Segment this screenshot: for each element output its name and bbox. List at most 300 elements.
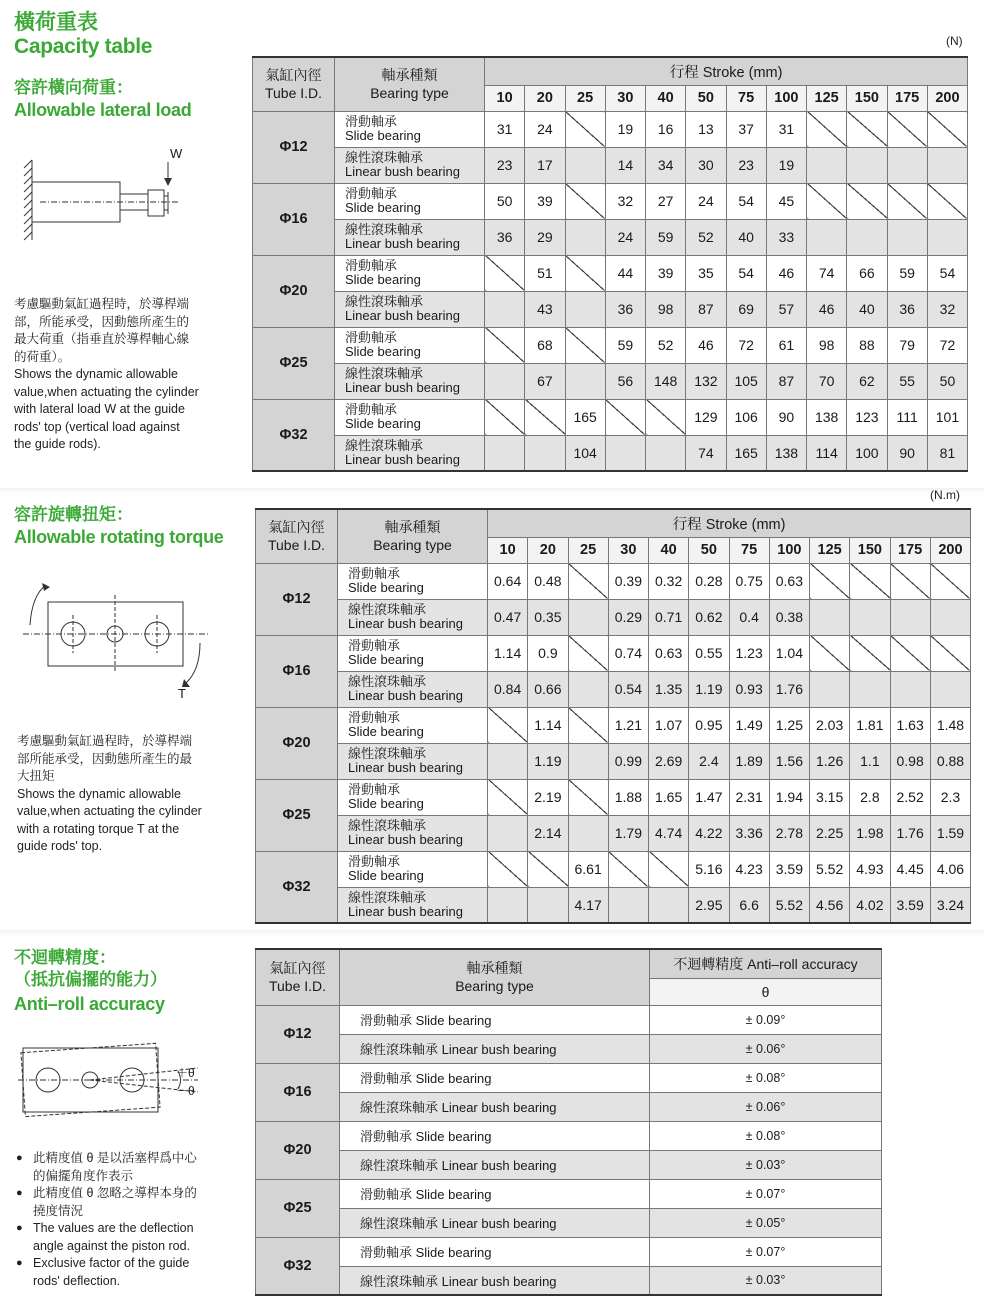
stroke-column-header: 100 bbox=[769, 537, 809, 563]
lateral-load-table bbox=[252, 56, 968, 472]
not-available-cell bbox=[528, 887, 568, 923]
value-cell: 0.63 bbox=[769, 563, 809, 599]
value-cell: 24 bbox=[525, 111, 565, 147]
value-cell: 51 bbox=[525, 255, 565, 291]
stroke-column-header: 25 bbox=[565, 85, 605, 111]
stroke-column-header: 75 bbox=[729, 537, 769, 563]
table-row bbox=[256, 671, 971, 707]
value-cell: 105 bbox=[726, 363, 766, 399]
value-cell: 0.48 bbox=[528, 563, 568, 599]
stroke-column-header: 200 bbox=[930, 537, 970, 563]
value-cell: 1.81 bbox=[850, 707, 890, 743]
linear-bearing-en: Linear bush bearing bbox=[345, 236, 460, 251]
table-row bbox=[253, 327, 968, 363]
value-cell: 90 bbox=[887, 435, 927, 471]
value-cell: 2.25 bbox=[810, 815, 850, 851]
linear-bearing-en: Linear bush bearing bbox=[348, 616, 463, 631]
not-available-cell bbox=[525, 399, 565, 435]
tube-id-header bbox=[256, 509, 338, 563]
value-cell: 5.52 bbox=[769, 887, 809, 923]
linear-bearing-en: Linear bush bearing bbox=[345, 164, 460, 179]
tube-id-cell: Φ20 bbox=[256, 707, 338, 779]
tube-id-cell: Φ25 bbox=[256, 779, 338, 851]
note-line: 撓度情況 bbox=[33, 1203, 84, 1218]
slide-bearing-cn: 滑動軸承 bbox=[345, 114, 398, 129]
table-row bbox=[256, 887, 971, 923]
accuracy-value-cell: ± 0.07° bbox=[650, 1237, 882, 1266]
value-cell: 165 bbox=[726, 435, 766, 471]
value-cell: 4.02 bbox=[850, 887, 890, 923]
value-cell: 1.65 bbox=[649, 779, 689, 815]
value-cell: 66 bbox=[847, 255, 887, 291]
value-cell: 70 bbox=[807, 363, 847, 399]
tube-id-cell: Φ20 bbox=[256, 1121, 340, 1179]
linear-bearing-cell bbox=[335, 291, 485, 327]
value-cell: 52 bbox=[646, 327, 686, 363]
stroke-column-header: 175 bbox=[887, 85, 927, 111]
not-available-cell bbox=[568, 707, 608, 743]
value-cell: 59 bbox=[887, 255, 927, 291]
value-cell: 0.55 bbox=[689, 635, 729, 671]
slide-bearing-cn: 滑動軸承 bbox=[348, 782, 401, 797]
not-available-cell bbox=[887, 219, 927, 255]
value-cell: 0.9 bbox=[528, 635, 568, 671]
table-row bbox=[253, 147, 968, 183]
value-cell: 4.22 bbox=[689, 815, 729, 851]
not-available-cell bbox=[890, 563, 930, 599]
stroke-column-header: 25 bbox=[568, 537, 608, 563]
anti-roll-title-en: Anti–roll accuracy bbox=[14, 994, 165, 1014]
value-cell: 0.64 bbox=[488, 563, 528, 599]
value-cell: 1.07 bbox=[649, 707, 689, 743]
value-cell: 33 bbox=[766, 219, 806, 255]
not-available-cell bbox=[525, 435, 565, 471]
not-available-cell bbox=[890, 599, 930, 635]
value-cell: 1.23 bbox=[729, 635, 769, 671]
value-cell: 23 bbox=[726, 147, 766, 183]
description-line: 的荷重）。 bbox=[14, 349, 71, 364]
value-cell: 0.39 bbox=[608, 563, 648, 599]
not-available-cell bbox=[807, 219, 847, 255]
section-divider bbox=[0, 930, 984, 936]
not-available-cell bbox=[528, 851, 568, 887]
value-cell: 0.4 bbox=[729, 599, 769, 635]
value-cell: 2.19 bbox=[528, 779, 568, 815]
description-line: 最大荷重（指垂直於導桿軸心線 bbox=[14, 332, 190, 346]
tube-id-cell: Φ25 bbox=[256, 1179, 340, 1237]
not-available-cell bbox=[565, 327, 605, 363]
slide-bearing-en: Slide bearing bbox=[345, 128, 421, 143]
value-cell: 1.19 bbox=[689, 671, 729, 707]
description-line: with a rotating torque T at the bbox=[17, 821, 180, 836]
value-cell: 36 bbox=[485, 219, 525, 255]
stroke-header: 行程 Stroke (mm) bbox=[488, 509, 971, 537]
value-cell: 0.88 bbox=[930, 743, 970, 779]
value-cell: 14 bbox=[605, 147, 645, 183]
value-cell: 98 bbox=[646, 291, 686, 327]
anti-roll-plus-theta-label: ＋θ bbox=[176, 1066, 195, 1080]
value-cell: 129 bbox=[686, 399, 726, 435]
anti-roll-bearing-header bbox=[340, 949, 650, 1005]
value-cell: 1.14 bbox=[528, 707, 568, 743]
value-cell: 6.61 bbox=[568, 851, 608, 887]
linear-bearing-cell: 線性滾珠軸承 Linear bush bearing bbox=[340, 1208, 650, 1237]
linear-bearing-cn: 線性滾珠軸承 bbox=[348, 818, 427, 833]
value-cell: 2.14 bbox=[528, 815, 568, 851]
stroke-column-header: 100 bbox=[766, 85, 806, 111]
value-cell: 1.14 bbox=[488, 635, 528, 671]
value-cell: 101 bbox=[927, 399, 967, 435]
not-available-cell bbox=[605, 399, 645, 435]
tube-header-cn: 氣缸內徑 bbox=[265, 67, 322, 84]
note-item bbox=[16, 1150, 241, 1185]
table-row bbox=[253, 291, 968, 327]
value-cell: 39 bbox=[646, 255, 686, 291]
accuracy-value-cell: ± 0.08° bbox=[650, 1121, 882, 1150]
table-row bbox=[256, 1150, 882, 1179]
slide-bearing-cell bbox=[335, 183, 485, 219]
value-cell: 4.23 bbox=[729, 851, 769, 887]
table-row bbox=[256, 779, 971, 815]
not-available-cell bbox=[847, 147, 887, 183]
value-cell: 2.3 bbox=[930, 779, 970, 815]
note-item bbox=[16, 1255, 241, 1290]
table-row bbox=[256, 1034, 882, 1063]
slide-bearing-cell: 滑動軸承 Slide bearing bbox=[340, 1179, 650, 1208]
slide-bearing-cell bbox=[335, 399, 485, 435]
value-cell: 19 bbox=[605, 111, 645, 147]
value-cell: 29 bbox=[525, 219, 565, 255]
not-available-cell bbox=[887, 183, 927, 219]
value-cell: 0.47 bbox=[488, 599, 528, 635]
value-cell: 45 bbox=[766, 183, 806, 219]
note-item bbox=[16, 1185, 241, 1220]
description-line: value,when actuating the cylinder bbox=[14, 384, 199, 399]
linear-bearing-cn: 線性滾珠軸承 bbox=[348, 746, 427, 761]
slide-bearing-cell: 滑動軸承 Slide bearing bbox=[340, 1063, 650, 1092]
linear-bearing-en: Linear bush bearing bbox=[348, 903, 463, 919]
slide-bearing-cn: 滑動軸承 bbox=[345, 402, 398, 417]
anti-roll-accuracy-header: 不迴轉精度 Anti–roll accuracy bbox=[650, 949, 882, 978]
description-line: 考慮驅動氣缸過程時，於導桿端 bbox=[14, 297, 190, 311]
value-cell: 100 bbox=[847, 435, 887, 471]
linear-bearing-cell bbox=[335, 435, 485, 471]
not-available-cell bbox=[927, 111, 967, 147]
anti-roll-minus-theta-label: －θ bbox=[176, 1084, 195, 1098]
value-cell: 1.04 bbox=[769, 635, 809, 671]
value-cell: 1.47 bbox=[689, 779, 729, 815]
value-cell: 46 bbox=[686, 327, 726, 363]
value-cell: 43 bbox=[525, 291, 565, 327]
tube-id-cell: Φ32 bbox=[256, 851, 338, 923]
linear-bearing-en: Linear bush bearing bbox=[348, 688, 463, 703]
value-cell: 31 bbox=[485, 111, 525, 147]
linear-bearing-en: Linear bush bearing bbox=[348, 760, 463, 775]
not-available-cell bbox=[810, 599, 850, 635]
lateral-load-unit: (N) bbox=[946, 34, 963, 48]
value-cell: 54 bbox=[726, 255, 766, 291]
linear-bearing-cell bbox=[338, 815, 488, 851]
value-cell: 6.6 bbox=[729, 887, 769, 923]
tube-header-cn: 氣缸內徑 bbox=[268, 519, 325, 536]
linear-bearing-cell: 線性滾珠軸承 Linear bush bearing bbox=[340, 1092, 650, 1121]
value-cell: 87 bbox=[766, 363, 806, 399]
slide-bearing-cell: 滑動軸承 Slide bearing bbox=[340, 1237, 650, 1266]
value-cell: 74 bbox=[686, 435, 726, 471]
linear-bearing-en: Linear bush bearing bbox=[345, 451, 460, 467]
note-line: angle against the piston rod. bbox=[33, 1238, 191, 1253]
tube-id-cell: Φ12 bbox=[256, 1005, 340, 1063]
accuracy-value-cell: ± 0.07° bbox=[650, 1179, 882, 1208]
value-cell: 111 bbox=[887, 399, 927, 435]
table-row bbox=[253, 435, 968, 471]
linear-bearing-cell bbox=[338, 743, 488, 779]
description-line: 大扭矩 bbox=[17, 769, 55, 783]
stroke-column-header: 40 bbox=[649, 537, 689, 563]
not-available-cell bbox=[646, 399, 686, 435]
not-available-cell bbox=[565, 219, 605, 255]
anti-roll-table bbox=[255, 948, 882, 1296]
value-cell: 132 bbox=[686, 363, 726, 399]
not-available-cell bbox=[485, 255, 525, 291]
page-title-cn: 橫荷重表 bbox=[14, 10, 98, 34]
value-cell: 32 bbox=[927, 291, 967, 327]
bearing-type-header bbox=[335, 57, 485, 111]
value-cell: 0.84 bbox=[488, 671, 528, 707]
accuracy-value-cell: ± 0.09° bbox=[650, 1005, 882, 1034]
not-available-cell bbox=[887, 111, 927, 147]
slide-bearing-cn: 滑動軸承 bbox=[345, 330, 398, 345]
bearing-header-cn: 軸承種類 bbox=[466, 960, 523, 977]
value-cell: 138 bbox=[807, 399, 847, 435]
value-cell: 0.32 bbox=[649, 563, 689, 599]
linear-bearing-en: Linear bush bearing bbox=[345, 308, 460, 323]
not-available-cell bbox=[568, 815, 608, 851]
value-cell: 13 bbox=[686, 111, 726, 147]
accuracy-value-cell: ± 0.03° bbox=[650, 1266, 882, 1295]
accuracy-value-cell: ± 0.08° bbox=[650, 1063, 882, 1092]
accuracy-value-cell: ± 0.06° bbox=[650, 1092, 882, 1121]
accuracy-value-cell: ± 0.06° bbox=[650, 1034, 882, 1063]
value-cell: 69 bbox=[726, 291, 766, 327]
table-row bbox=[253, 111, 968, 147]
note-line: Exclusive factor of the guide bbox=[33, 1256, 190, 1270]
value-cell: 40 bbox=[847, 291, 887, 327]
stroke-column-header: 125 bbox=[810, 537, 850, 563]
not-available-cell bbox=[568, 743, 608, 779]
value-cell: 148 bbox=[646, 363, 686, 399]
not-available-cell bbox=[850, 671, 890, 707]
stroke-column-header: 125 bbox=[807, 85, 847, 111]
value-cell: 0.66 bbox=[528, 671, 568, 707]
slide-bearing-cell: 滑動軸承 Slide bearing bbox=[340, 1005, 650, 1034]
description-line: value,when actuating the cylinder bbox=[17, 804, 202, 818]
not-available-cell bbox=[807, 111, 847, 147]
slide-bearing-cell bbox=[338, 563, 488, 599]
value-cell: 1.76 bbox=[769, 671, 809, 707]
stroke-column-header: 20 bbox=[528, 537, 568, 563]
tube-id-cell: Φ25 bbox=[253, 327, 335, 399]
not-available-cell bbox=[565, 255, 605, 291]
value-cell: 27 bbox=[646, 183, 686, 219]
slide-bearing-cell: 滑動軸承 Slide bearing bbox=[340, 1121, 650, 1150]
bearing-type-header bbox=[338, 509, 488, 563]
not-available-cell bbox=[930, 599, 970, 635]
not-available-cell bbox=[565, 111, 605, 147]
not-available-cell bbox=[887, 147, 927, 183]
not-available-cell bbox=[810, 563, 850, 599]
value-cell: 1.63 bbox=[890, 707, 930, 743]
anti-roll-subtitle-cn: （抵抗偏擺的能力） bbox=[14, 970, 167, 990]
slide-bearing-cn: 滑動軸承 bbox=[348, 638, 401, 653]
value-cell: 0.28 bbox=[689, 563, 729, 599]
not-available-cell bbox=[488, 815, 528, 851]
not-available-cell bbox=[847, 183, 887, 219]
slide-bearing-cell bbox=[335, 255, 485, 291]
description-line: Shows the dynamic allowable bbox=[14, 367, 178, 381]
linear-bearing-cn: 線性滾珠軸承 bbox=[345, 150, 424, 165]
tube-id-cell: Φ32 bbox=[253, 399, 335, 471]
linear-bearing-cn: 線性滾珠軸承 bbox=[348, 889, 427, 905]
accuracy-value-cell: ± 0.03° bbox=[650, 1150, 882, 1179]
rotating-torque-title-en: Allowable rotating torque bbox=[14, 527, 224, 547]
not-available-cell bbox=[847, 219, 887, 255]
value-cell: 4.06 bbox=[930, 851, 970, 887]
accuracy-value-cell: ± 0.05° bbox=[650, 1208, 882, 1237]
table-row bbox=[253, 363, 968, 399]
slide-bearing-en: Slide bearing bbox=[348, 580, 424, 595]
value-cell: 2.69 bbox=[649, 743, 689, 779]
value-cell: 81 bbox=[927, 435, 967, 471]
section-divider bbox=[0, 488, 984, 494]
not-available-cell bbox=[568, 779, 608, 815]
tube-header-en: Tube I.D. bbox=[264, 85, 323, 102]
slide-bearing-en: Slide bearing bbox=[345, 272, 421, 287]
not-available-cell bbox=[927, 147, 967, 183]
slide-bearing-en: Slide bearing bbox=[348, 796, 424, 811]
value-cell: 98 bbox=[807, 327, 847, 363]
note-line: 此精度值 θ 忽略之導桿本身的 bbox=[33, 1186, 197, 1200]
linear-bearing-cn: 線性滾珠軸承 bbox=[345, 437, 424, 453]
lateral-load-title-en: Allowable lateral load bbox=[14, 100, 192, 120]
table-row bbox=[256, 1237, 882, 1266]
rotating-torque-table bbox=[255, 508, 971, 924]
not-available-cell bbox=[807, 147, 847, 183]
not-available-cell bbox=[927, 219, 967, 255]
value-cell: 5.16 bbox=[689, 851, 729, 887]
value-cell: 0.54 bbox=[608, 671, 648, 707]
table-row bbox=[253, 183, 968, 219]
value-cell: 123 bbox=[847, 399, 887, 435]
anti-roll-theta-header: θ bbox=[650, 978, 882, 1005]
description-line: 部，所能承受，因動態所產生的 bbox=[14, 314, 190, 329]
slide-bearing-cn: 滑動軸承 bbox=[348, 710, 401, 725]
value-cell: 44 bbox=[605, 255, 645, 291]
value-cell: 4.74 bbox=[649, 815, 689, 851]
value-cell: 104 bbox=[565, 435, 605, 471]
value-cell: 2.31 bbox=[729, 779, 769, 815]
value-cell: 1.94 bbox=[769, 779, 809, 815]
lateral-load-description bbox=[14, 296, 239, 454]
value-cell: 30 bbox=[686, 147, 726, 183]
not-available-cell bbox=[890, 635, 930, 671]
tube-id-cell: Φ12 bbox=[253, 111, 335, 183]
value-cell: 90 bbox=[766, 399, 806, 435]
value-cell: 1.48 bbox=[930, 707, 970, 743]
linear-bearing-cell bbox=[338, 671, 488, 707]
stroke-column-header: 30 bbox=[608, 537, 648, 563]
note-line: 此精度值 θ 是以活塞桿爲中心 bbox=[33, 1151, 197, 1165]
value-cell: 19 bbox=[766, 147, 806, 183]
table-row bbox=[256, 599, 971, 635]
value-cell: 2.8 bbox=[850, 779, 890, 815]
description-line: guide rods' top. bbox=[17, 839, 103, 853]
value-cell: 0.63 bbox=[649, 635, 689, 671]
bearing-header-en: Bearing type bbox=[370, 85, 449, 102]
value-cell: 0.95 bbox=[689, 707, 729, 743]
not-available-cell bbox=[930, 563, 970, 599]
anti-roll-title-cn: 不迴轉精度： bbox=[14, 948, 116, 968]
stroke-column-header: 50 bbox=[686, 85, 726, 111]
slide-bearing-en: Slide bearing bbox=[348, 652, 424, 667]
lateral-load-diagram bbox=[20, 140, 220, 250]
description-line: 部所能承受，因動態所產生的最 bbox=[17, 751, 193, 766]
value-cell: 68 bbox=[525, 327, 565, 363]
value-cell: 0.62 bbox=[689, 599, 729, 635]
bearing-header-en: Bearing type bbox=[373, 537, 452, 554]
value-cell: 87 bbox=[686, 291, 726, 327]
table-row bbox=[256, 1266, 882, 1295]
stroke-column-header: 75 bbox=[726, 85, 766, 111]
not-available-cell bbox=[649, 851, 689, 887]
value-cell: 0.38 bbox=[769, 599, 809, 635]
stroke-column-header: 150 bbox=[847, 85, 887, 111]
tube-id-cell: Φ16 bbox=[253, 183, 335, 255]
rotating-torque-unit: (N.m) bbox=[930, 488, 960, 502]
value-cell: 24 bbox=[605, 219, 645, 255]
value-cell: 1.1 bbox=[850, 743, 890, 779]
value-cell: 0.35 bbox=[528, 599, 568, 635]
value-cell: 56 bbox=[605, 363, 645, 399]
value-cell: 2.95 bbox=[689, 887, 729, 923]
not-available-cell bbox=[485, 435, 525, 471]
linear-bearing-cn: 線性滾珠軸承 bbox=[345, 222, 424, 237]
value-cell: 106 bbox=[726, 399, 766, 435]
value-cell: 0.71 bbox=[649, 599, 689, 635]
table-row bbox=[256, 563, 971, 599]
value-cell: 1.35 bbox=[649, 671, 689, 707]
not-available-cell bbox=[485, 327, 525, 363]
tube-id-cell: Φ12 bbox=[256, 563, 338, 635]
slide-bearing-cn: 滑動軸承 bbox=[345, 186, 398, 201]
not-available-cell bbox=[605, 435, 645, 471]
linear-bearing-cell: 線性滾珠軸承 Linear bush bearing bbox=[340, 1150, 650, 1179]
rotating-torque-title-cn: 容許旋轉扭矩： bbox=[14, 505, 133, 525]
slide-bearing-en: Slide bearing bbox=[348, 724, 424, 739]
not-available-cell bbox=[850, 635, 890, 671]
table-row bbox=[256, 1121, 882, 1150]
value-cell: 16 bbox=[646, 111, 686, 147]
table-row bbox=[256, 635, 971, 671]
bearing-header-cn: 軸承種類 bbox=[381, 67, 438, 84]
note-item bbox=[16, 1220, 241, 1255]
description-line: Shows the dynamic allowable bbox=[17, 786, 181, 801]
value-cell: 0.98 bbox=[890, 743, 930, 779]
value-cell: 138 bbox=[766, 435, 806, 471]
not-available-cell bbox=[850, 599, 890, 635]
value-cell: 3.59 bbox=[769, 851, 809, 887]
table-row bbox=[256, 707, 971, 743]
